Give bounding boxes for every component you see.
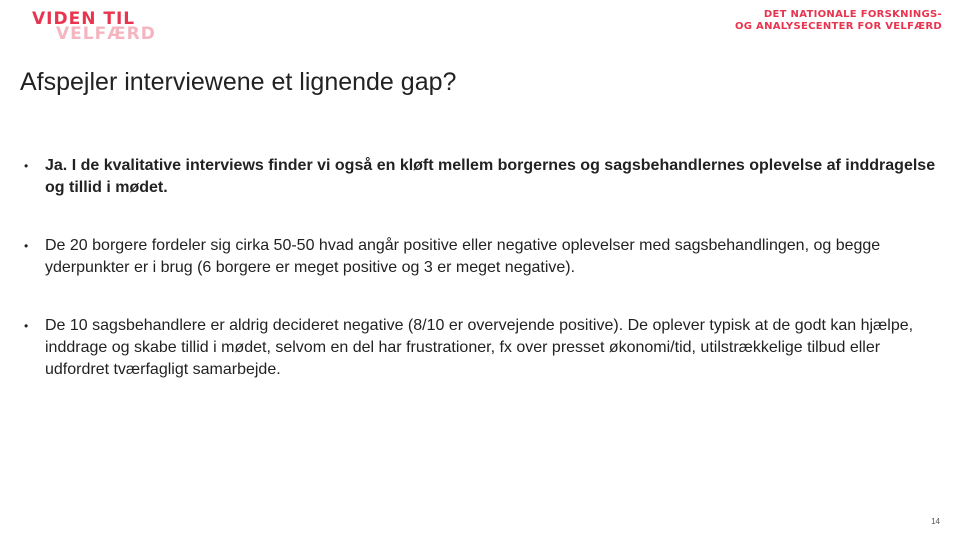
slide-title: Afspejler interviewene et lignende gap?: [20, 68, 457, 96]
bullet-text: De 20 borgere fordeler sig cirka 50-50 hvad angår positive eller negative oplevelser med sagsbehandlingen, og begge yderpunkter er i brug (6 borgere er meget positive og 3 er meget negative).: [45, 237, 881, 276]
logo-line-2: VELFÆRD: [56, 24, 156, 42]
bullet-text: Ja. I de kvalitative interviews finder vi også en kløft mellem borgernes og sagsbehandlernes oplevelse af inddragelse og tillid i mødet.: [45, 157, 936, 196]
bullet-item-3: [26, 315, 946, 381]
bullet-list: [26, 155, 946, 417]
bullet-marker: •: [24, 159, 29, 173]
bullet-marker: •: [24, 319, 29, 333]
logo-tagline-line-2: OG ANALYSECENTER FOR VELFÆRD: [734, 21, 942, 32]
logo-tagline-line-1: DET NATIONALE FORSKNINGS-: [763, 9, 942, 20]
logo-viden-til-velfaerd-graphic: [32, 8, 182, 42]
logo-line-1: VIDEN TIL: [32, 9, 136, 29]
page-number: 14: [931, 517, 940, 526]
bullet-item-1: [26, 155, 946, 199]
bullet-marker: •: [24, 239, 29, 253]
logo-viden-til-velfaerd: [32, 8, 182, 42]
bullet-text: De 10 sagsbehandlere er aldrig decideret negative (8/10 er overvejende positive). De oplever typisk at de godt kan hjælpe, inddrage og skabe tillid i mødet, selvom en del har frustrationer, fx over presset økonomi/tid, utilstrækkelige tilbud eller udfordret tværfagligt samarbejde.: [45, 317, 914, 378]
logo-vive-tagline: [735, 9, 942, 33]
bullet-item-2: [26, 235, 946, 279]
